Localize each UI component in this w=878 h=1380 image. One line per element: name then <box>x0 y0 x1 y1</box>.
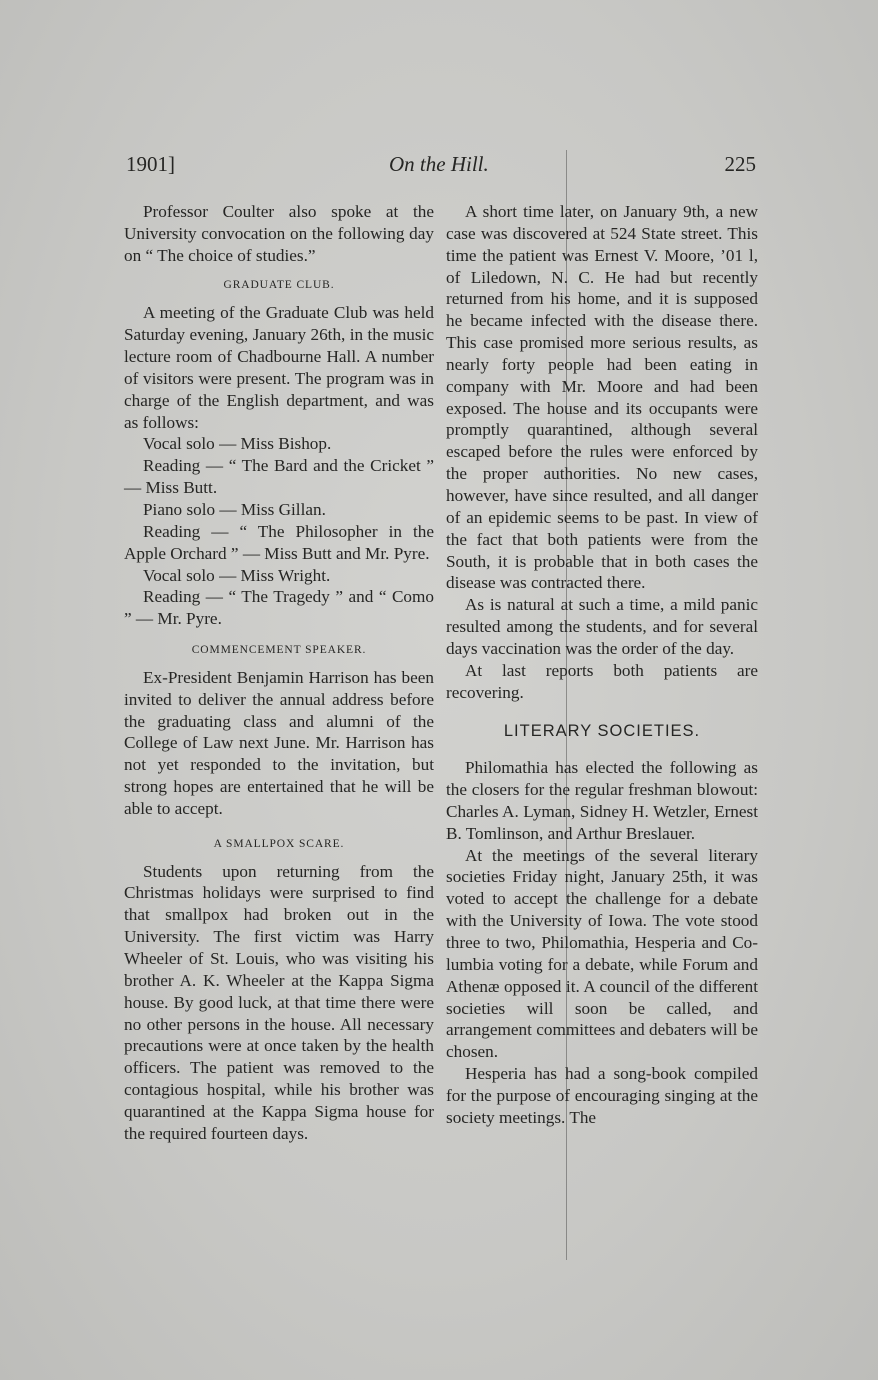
smallpox-panic-paragraph: As is natural at such a time, a mild panic resulted among the students, and for several days vaccination was the order of the day. <box>446 595 758 658</box>
intro-paragraph: Professor Coulter also spoke at the University convocation on the following day on “ The choice of studies.” <box>124 202 434 265</box>
program-item: Reading — “ The Philosopher in the Apple Orchard ” — Miss Butt and Mr. Pyre. <box>124 521 434 563</box>
page-number: 225 <box>724 152 756 176</box>
literary-paragraph-songbook: Hesperia has had a song-book compiled for the purpose of encouraging singing at the society meetings. The <box>446 1064 758 1127</box>
graduate-club-paragraph: A meeting of the Graduate Club was held Saturday evening, January 26th, in the music lecture room of Chadbourne Hall. A number of visitors were present. The program was in charge of the English department, and was as follows: <box>124 303 434 432</box>
program-item: Reading — “ The Tragedy ” and “ Como ” — Mr. Pyre. <box>124 587 434 629</box>
header-title: On the Hill. <box>389 152 489 176</box>
left-column <box>124 201 434 1145</box>
literary-paragraph-closers: Philomathia has elected the following as the closers for the regular freshman blowout: Charles A. Lyman, Sidney H. Wetzler, Ernest B. Tomlinson, and Arthur Breslauer. <box>446 758 758 843</box>
literary-societies-heading: LITERARY SOCIETIES. <box>503 722 701 741</box>
program-item: Vocal solo — Miss Wright. <box>143 565 331 585</box>
program-item: Vocal solo — Miss Bishop. <box>143 434 332 454</box>
smallpox-continued-paragraph: A short time later, on January 9th, a new case was discovered at 524 State street. This time the patient was Ernest V. Moore, ’01 l, of Liledown, N. C. He had but recently returned from his home, and it is supposed he became infected with the disease there. This case promised more serious results, as nearly forty people had been eating in company with Mr. Moore and had been exposed. The house and its occupants were promptly quarantined, although several escaped before the rules were enforced by the proper authorities. No new cases, however, have since resulted, and all danger of an epidemic seems to be past. In view of the fact that both patients were from the South, it is probable that in both cases the disease was contracted there. <box>446 202 758 593</box>
literary-paragraph-debate: At the meetings of the several literary societies Friday night, January 25th, it was voted to accept the challenge for a debate with the University of Iowa. The vote stood three to two, Philomathia, Hesperia and Columbia voting for a debate, while Forum and Athenæ opposed it. A council of the different societies will soon be called, and arrangement committees and debaters will be chosen. <box>446 845 758 1062</box>
smallpox-paragraph: Students upon returning from the Christmas holidays were surprised to find that smallpox had broken out in the University. The first victim was Harry Wheeler of St. Louis, who was visiting his brother A. K. Wheeler at the Kappa Sigma house. By good luck, at that time there were no other persons in the house. All necessary precautions were at once taken by the health officers. The patient was removed to the contagious hospital, while his brother was quarantined at the Kappa Sigma house for the required fourteen days. <box>124 861 434 1143</box>
right-column <box>446 201 758 1129</box>
header-year: 1901] <box>126 152 175 176</box>
program-item: Piano solo — Miss Gillan. <box>143 499 326 519</box>
smallpox-recovery-paragraph: At last reports both patients are recovering. <box>446 660 758 702</box>
commencement-paragraph: Ex-President Benjamin Harrison has been invited to deliver the annual address before the graduating class and alumni of the College of Law next June. Mr. Harrison has not yet responded to the invitation, but strong hopes are entertained that he will be able to accept. <box>124 667 434 818</box>
program-item: Reading — “ The Bard and the Cricket ” — Miss Butt. <box>124 456 434 498</box>
graduate-club-heading: GRADUATE CLUB. <box>223 278 335 291</box>
commencement-heading: COMMENCEMENT SPEAKER. <box>191 644 367 657</box>
running-header <box>124 152 758 182</box>
smallpox-heading: A SMALLPOX SCARE. <box>213 837 345 850</box>
